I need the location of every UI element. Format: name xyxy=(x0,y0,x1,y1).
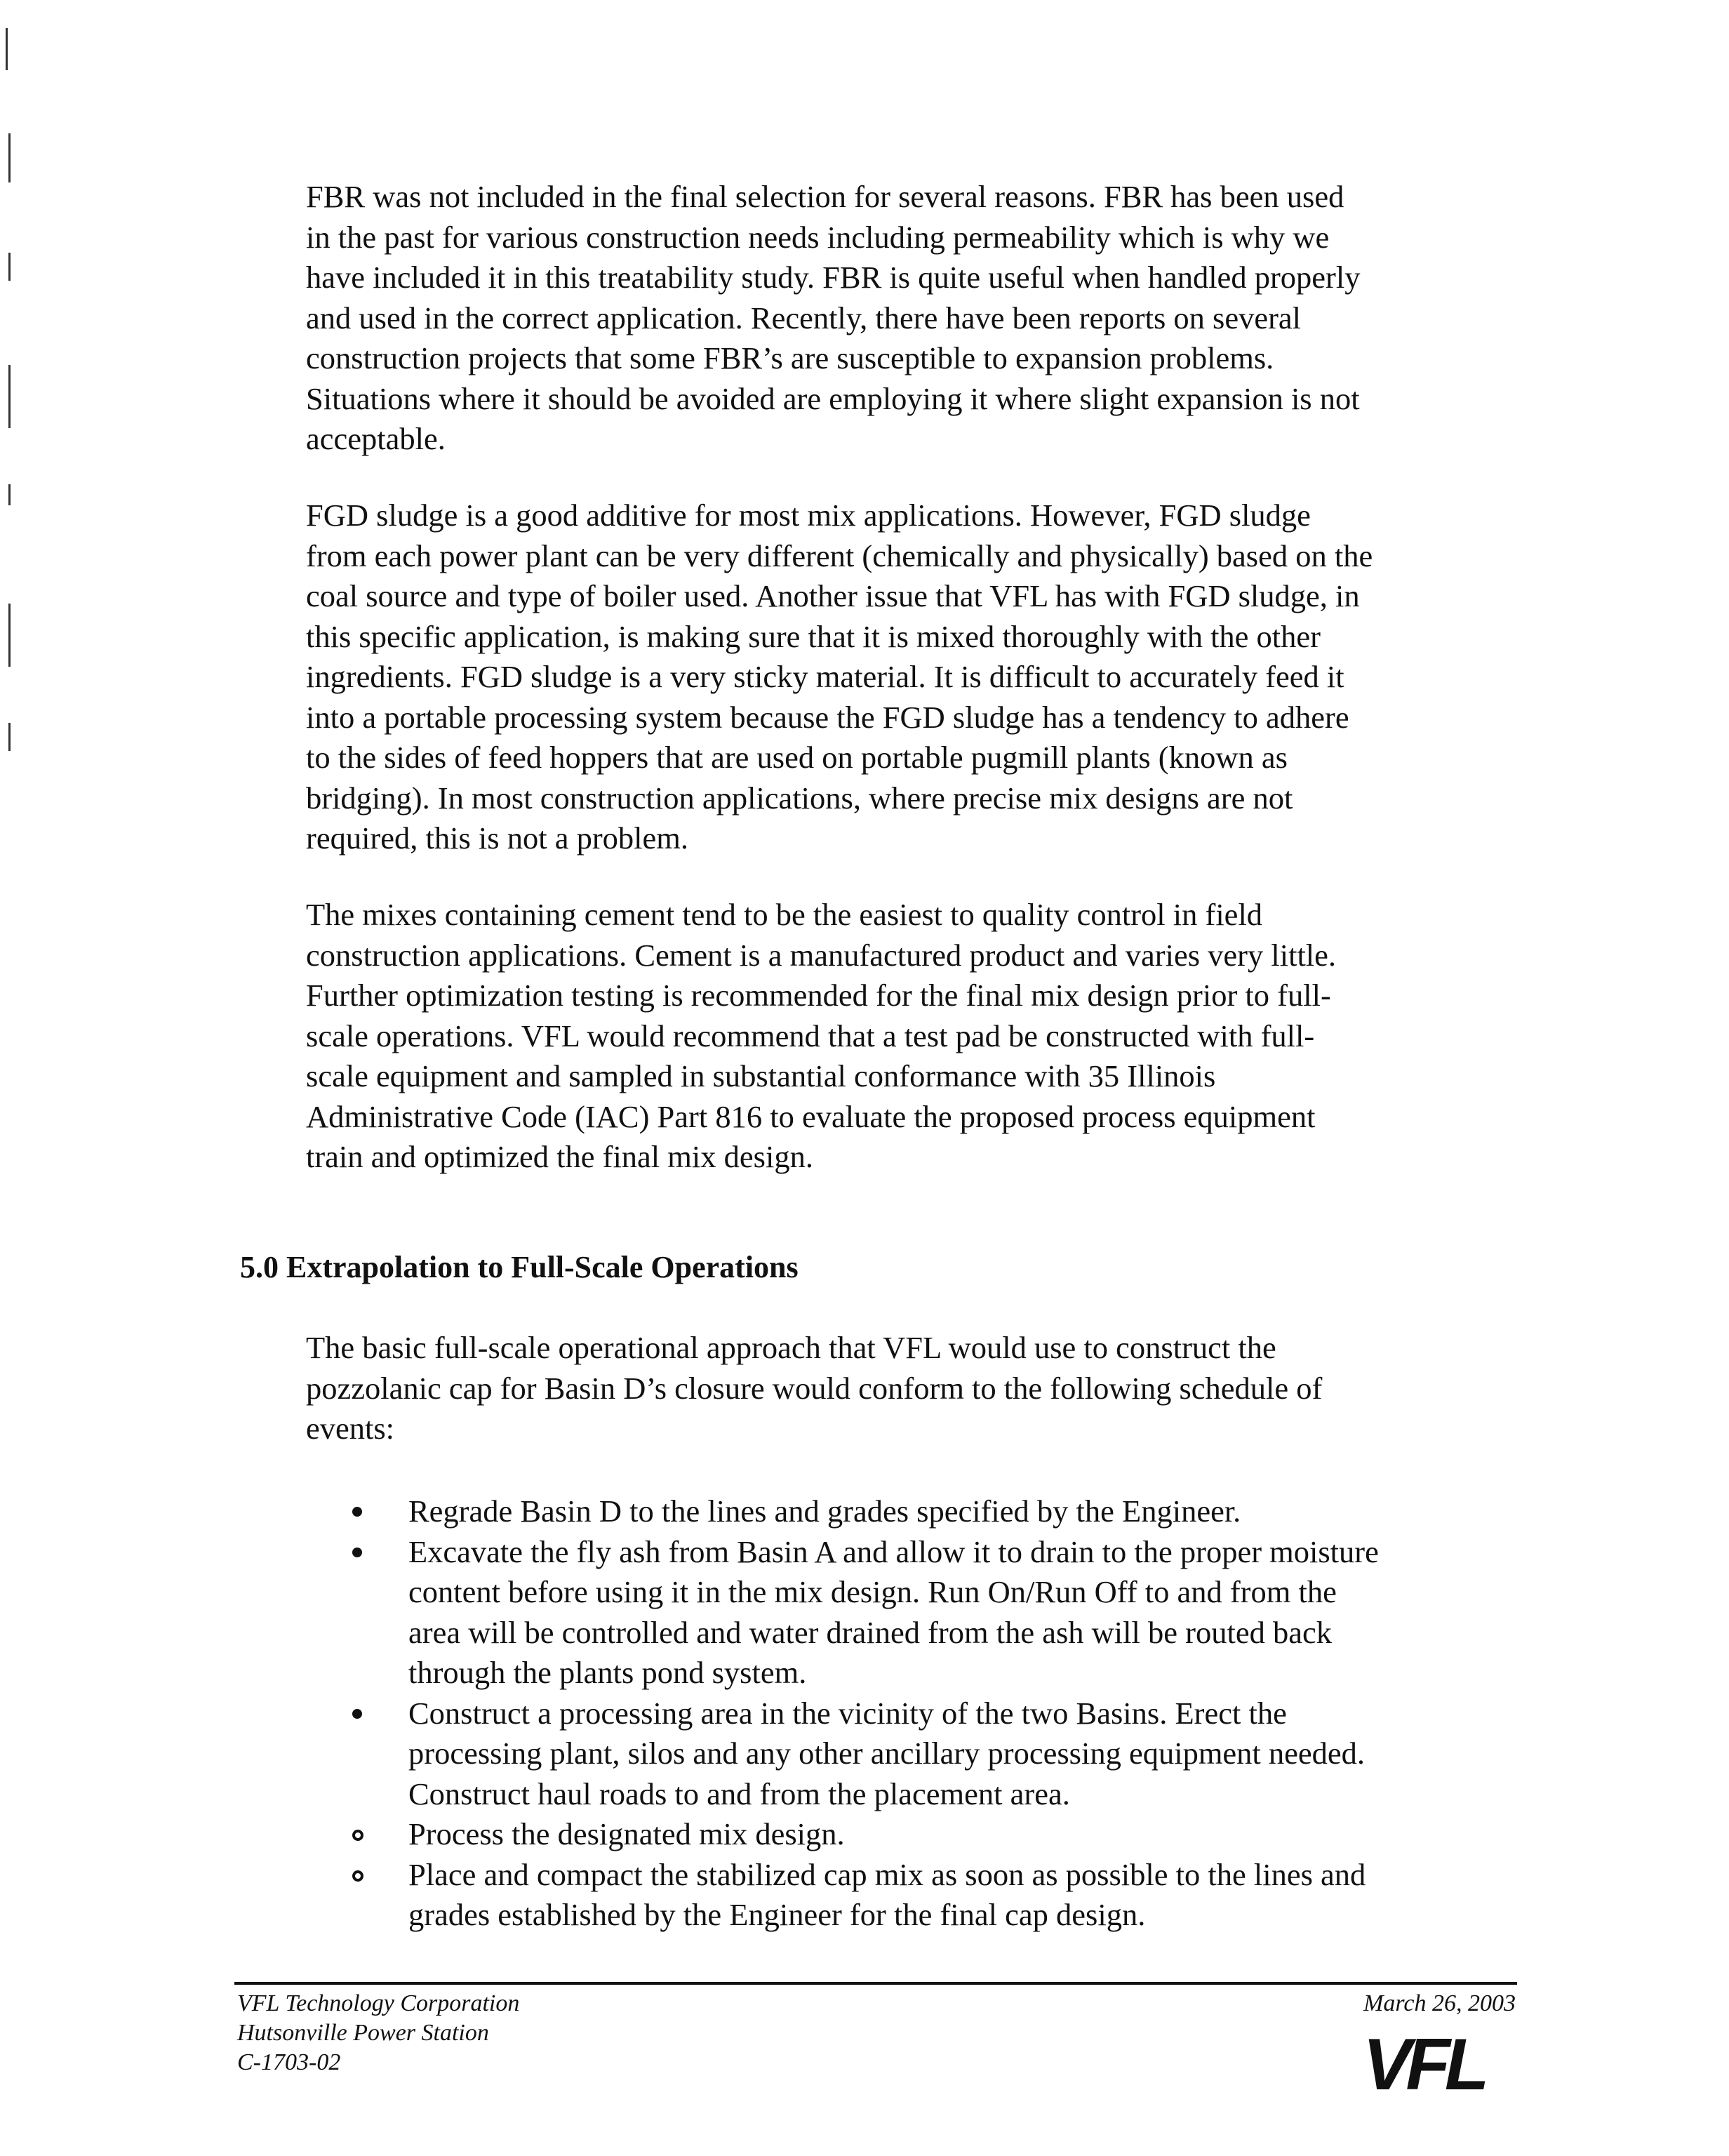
text-line: construction applications. Cement is a manufactured product and varies very little. xyxy=(306,937,1337,973)
text-line: required, this is not a problem. xyxy=(306,820,689,856)
scan-edge-mark xyxy=(8,133,11,182)
scan-edge-mark xyxy=(8,723,11,751)
list-item xyxy=(351,1814,1544,1855)
scan-edge-mark xyxy=(8,484,11,505)
text-line: construction projects that some FBR’s are susceptible to expansion problems. xyxy=(306,340,1274,375)
text-line: bridging). In most construction applications, where precise mix designs are not xyxy=(306,780,1293,816)
footer-doc-number: C-1703-02 xyxy=(237,2049,341,2075)
text-line: through the plants pond system. xyxy=(408,1655,807,1690)
text-line: and used in the correct application. Recently, there have been reports on several xyxy=(306,300,1302,335)
text-line: ingredients. FGD sludge is a very sticky material. It is difficult to accurately feed it xyxy=(306,659,1344,694)
text-line: pozzolanic cap for Basin D’s closure would conform to the following schedule of xyxy=(306,1370,1323,1406)
paragraph-fbr xyxy=(306,177,1541,460)
text-line: Place and compact the stabilized cap mix as soon as possible to the lines and xyxy=(408,1856,1366,1892)
footer-company: VFL Technology Corporation xyxy=(237,1990,520,2016)
footer-info xyxy=(237,1989,519,2077)
bullet-icon xyxy=(352,1870,363,1882)
text-line: FGD sludge is a good additive for most mix applications. However, FGD sludge xyxy=(306,498,1311,533)
schedule-list xyxy=(351,1491,1544,1936)
text-line: train and optimized the final mix design. xyxy=(306,1139,813,1174)
footer-divider xyxy=(234,1982,1517,1985)
text-line: grades established by the Engineer for the final cap design. xyxy=(408,1897,1146,1932)
bullet-icon xyxy=(352,1709,362,1719)
text-line: scale operations. VFL would recommend that a test pad be constructed with full- xyxy=(306,1018,1315,1053)
text-line: Administrative Code (IAC) Part 816 to evaluate the proposed process equipment xyxy=(306,1098,1316,1134)
scan-edge-mark xyxy=(8,604,11,667)
footer-date: March 26, 2003 xyxy=(1363,1990,1516,2016)
text-line: acceptable. xyxy=(306,421,446,456)
scan-edge-mark xyxy=(6,28,8,70)
text-line: to the sides of feed hoppers that are used on portable pugmill plants (known as xyxy=(306,740,1288,775)
paragraph-fgd-sludge xyxy=(306,495,1541,859)
text-line: from each power plant can be very different (chemically and physically) based on the xyxy=(306,538,1373,573)
list-item xyxy=(351,1693,1544,1815)
text-line: The mixes containing cement tend to be the easiest to quality control in field xyxy=(306,897,1263,932)
text-line: Regrade Basin D to the lines and grades specified by the Engineer. xyxy=(408,1493,1241,1529)
text-line: content before using it in the mix design. Run On/Run Off to and from the xyxy=(408,1574,1337,1609)
footer-site: Hutsonville Power Station xyxy=(237,2020,489,2046)
text-line: into a portable processing system because the FGD sludge has a tendency to adhere xyxy=(306,699,1349,735)
text-line: area will be controlled and water drained from the ash will be routed back xyxy=(408,1614,1332,1650)
text-line: Excavate the fly ash from Basin A and allow it to drain to the proper moisture xyxy=(408,1533,1379,1569)
text-line: this specific application, is making sure that it is mixed thoroughly with the other xyxy=(306,618,1321,654)
bullet-icon xyxy=(352,1548,362,1557)
text-line: Construct a processing area in the vicinity of the two Basins. Erect the xyxy=(408,1695,1287,1731)
text-line: The basic full-scale operational approach that VFL would use to construct the xyxy=(306,1330,1276,1365)
text-line: coal source and type of boiler used. Another issue that VFL has with FGD sludge, in xyxy=(306,578,1360,613)
text-line: have included it in this treatability study. FBR is quite useful when handled properly xyxy=(306,260,1361,295)
bullet-icon xyxy=(352,1507,362,1517)
text-line: Process the designated mix design. xyxy=(408,1816,845,1851)
list-item xyxy=(351,1855,1544,1936)
text-line: Situations where it should be avoided are employing it where slight expansion is not xyxy=(306,380,1360,416)
section-intro xyxy=(306,1328,1541,1449)
text-line: events: xyxy=(306,1411,395,1446)
text-line: FBR was not included in the final selection for several reasons. FBR has been used xyxy=(306,179,1344,214)
scan-edge-mark xyxy=(8,253,11,281)
text-line: Construct haul roads to and from the placement area. xyxy=(408,1776,1070,1811)
text-line: in the past for various construction needs including permeability which is why we xyxy=(306,219,1330,255)
list-item xyxy=(351,1532,1544,1693)
paragraph-cement xyxy=(306,895,1541,1178)
text-line: processing plant, silos and any other ancillary processing equipment needed. xyxy=(408,1736,1366,1771)
text-line: scale equipment and sampled in substantial conformance with 35 Illinois xyxy=(306,1058,1216,1093)
text-line: Further optimization testing is recommended for the final mix design prior to full- xyxy=(306,978,1331,1013)
vfl-logo: VFL xyxy=(1363,2024,1484,2105)
scan-edge-mark xyxy=(8,365,11,428)
section-heading: 5.0 Extrapolation to Full-Scale Operations xyxy=(240,1250,799,1284)
list-item xyxy=(351,1491,1544,1532)
bullet-icon xyxy=(352,1830,363,1841)
